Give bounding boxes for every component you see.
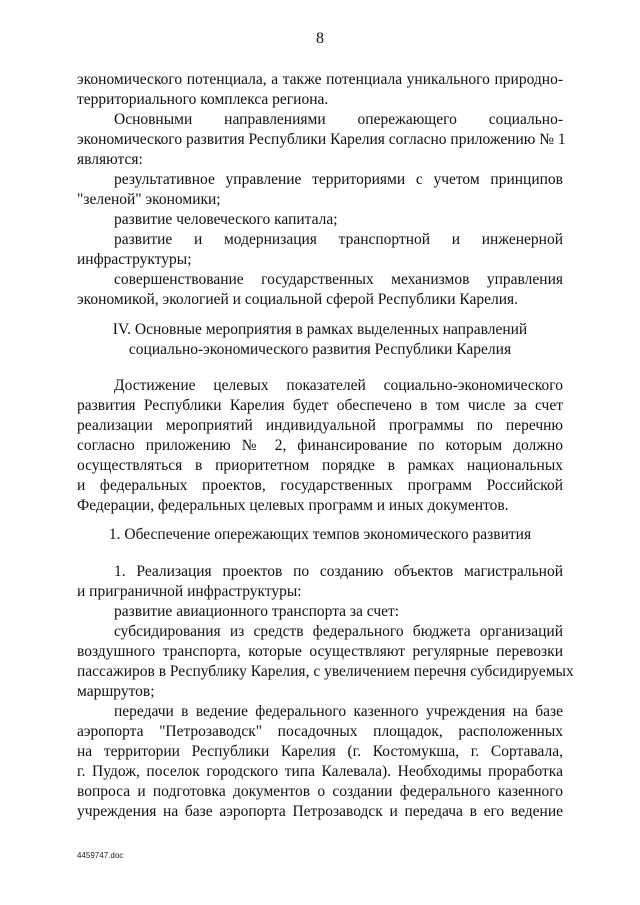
body-line: вопроса и подготовка документов о создании федерального казенного: [77, 783, 563, 800]
body-line: согласно приложению № 2, финансирование по которым должно: [77, 437, 563, 454]
page-number: 8: [316, 30, 324, 47]
body-line: и приграничной инфраструктуры:: [77, 583, 302, 600]
body-line: Достижение целевых показателей социально-экономического: [114, 377, 563, 394]
body-line: экономикой, экологией и социальной сферой Республики Карелия.: [77, 291, 519, 308]
body-line: передачи в ведение федерального казенного учреждения на базе: [114, 703, 563, 720]
body-line: развития Республики Карелия будет обеспечено в том числе за счет: [77, 397, 563, 414]
body-line: результативное управление территориями с учетом принципов: [114, 171, 563, 188]
body-line: учреждения на базе аэропорта Петрозаводск и передача в его ведение: [77, 803, 563, 820]
body-line: пассажиров в Республику Карелия, с увеличением перечня субсидируемых: [77, 663, 574, 680]
body-line: аэропорта "Петрозаводск" посадочных площадок, расположенных: [77, 723, 563, 740]
body-line: экономического потенциала, а также потенциала уникального природно-: [77, 71, 563, 88]
body-line: инфраструктуры;: [77, 251, 192, 268]
section-heading: IV. Основные мероприятия в рамках выделенных направлений: [112, 321, 528, 338]
body-line: развитие человеческого капитала;: [114, 211, 338, 228]
body-line: развитие авиационного транспорта за счет:: [114, 603, 400, 620]
body-line: маршрутов;: [77, 683, 155, 700]
body-line: Основными направлениями опережающего социально-: [114, 111, 563, 128]
body-line: реализации мероприятий индивидуальной программы по перечню: [77, 417, 563, 434]
body-line: являются:: [77, 151, 143, 168]
section-heading: социально-экономического развития Республики Карелия: [128, 341, 512, 358]
body-line: развитие и модернизация транспортной и инженерной: [114, 231, 563, 248]
body-line: экономического развития Республики Карелия согласно приложению № 1: [77, 131, 566, 148]
body-line: совершенствование государственных механизмов управления: [114, 271, 563, 288]
body-line: воздушного транспорта, которые осуществляют регулярные перевозки: [77, 643, 563, 660]
body-line: субсидирования из средств федерального бюджета организаций: [114, 623, 563, 640]
subsection-heading: 1. Обеспечение опережающих темпов экономического развития: [108, 526, 532, 543]
body-line: "зеленой" экономики;: [77, 191, 221, 208]
body-line: на территории Республики Карелия (г. Костомукша, г. Сортавала,: [77, 743, 563, 760]
body-line: 1. Реализация проектов по созданию объектов магистральной: [114, 563, 563, 580]
body-line: и федеральных проектов, государственных программ Российской: [77, 477, 563, 494]
body-line: территориального комплекса региона.: [77, 91, 329, 108]
body-line: осуществляться в приоритетном порядке в рамках национальных: [77, 457, 563, 474]
file-name-footer: 4459747.doc: [77, 851, 124, 860]
body-line: г. Пудож, поселок городского типа Калевала). Необходимы проработка: [77, 763, 563, 780]
body-line: Федерации, федеральных целевых программ и иных документов.: [77, 497, 509, 514]
